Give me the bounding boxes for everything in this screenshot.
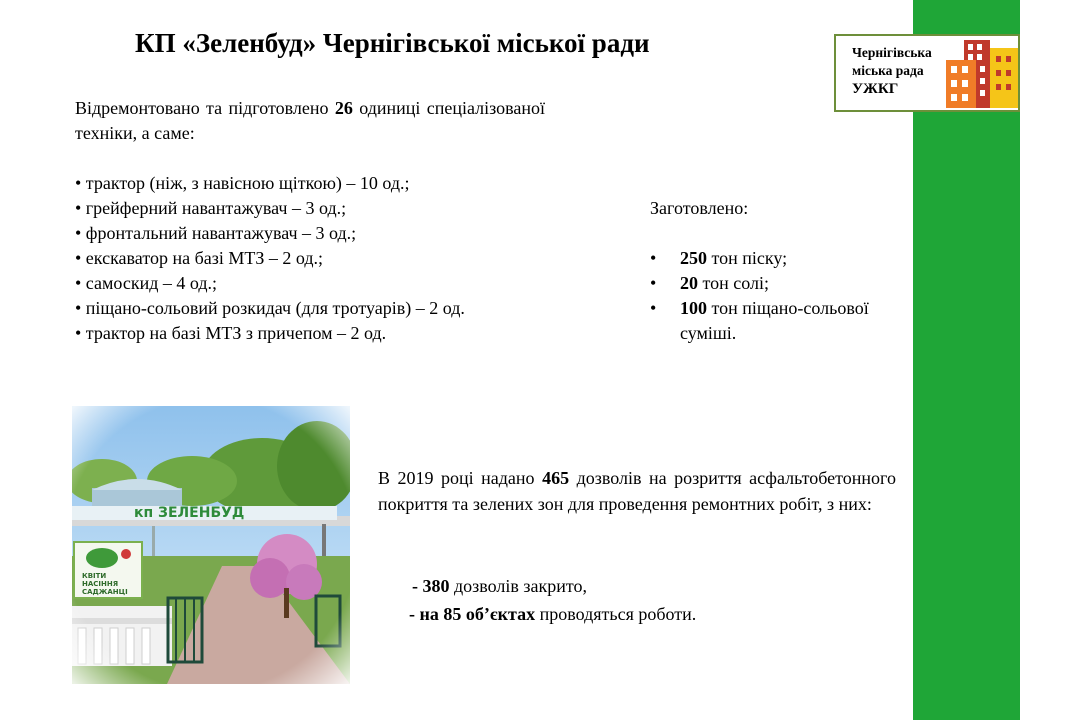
- active-works-line: [409, 604, 696, 625]
- stock-amount: 100: [680, 298, 707, 318]
- equipment-list: [75, 171, 575, 346]
- closed-permits-line: [412, 576, 587, 597]
- stock-text: тон солі;: [698, 273, 769, 293]
- sub1-dash: -: [412, 576, 423, 596]
- logo-line-2: міська рада: [852, 63, 924, 78]
- logo-line-3: УЖКГ: [852, 81, 899, 97]
- list-item: • трактор (ніж, з навісною щіткою) – 10 од.;: [75, 173, 410, 193]
- list-item: [650, 271, 910, 296]
- intro-text-pre: Відремонтовано та підготовлено: [75, 98, 335, 118]
- permits-text-pre: В 2019 році надано: [378, 468, 543, 488]
- list-item: [650, 296, 910, 346]
- sub2-prefix: - на: [409, 604, 444, 624]
- bullet: •: [650, 248, 657, 268]
- permits-text-post: дозволів на розриття асфальтобетонного покриття та зелених зон для проведення ремонтних робіт, з них:: [378, 468, 896, 514]
- stock-list: [650, 246, 910, 346]
- sub1-text: дозволів закрито,: [449, 576, 587, 596]
- logo-box: [834, 34, 1020, 112]
- list-item: • грейферний навантажувач – 3 од.;: [75, 198, 347, 218]
- sub2-text: проводяться роботи.: [535, 604, 697, 624]
- stock-heading: Заготовлено:: [650, 198, 749, 218]
- stock-amount: 250: [680, 248, 707, 268]
- logo-text: [852, 44, 932, 98]
- stock-text: тон піску;: [707, 248, 788, 268]
- list-item: • самоскид – 4 од.;: [75, 273, 218, 293]
- page-title: КП «Зеленбуд» Чернігівської міської ради: [135, 28, 650, 58]
- permits-count: 465: [542, 468, 570, 488]
- logo-line-1: Чернігівська: [852, 45, 932, 60]
- list-item: • екскаватор на базі МТЗ – 2 од.;: [75, 248, 323, 268]
- buildings-icon: [944, 38, 1020, 110]
- list-item: • піщано-сольовий розкидач (для тротуарів) – 2 од.: [75, 298, 465, 318]
- active-objects-count: 85 об’єктах: [443, 604, 536, 624]
- entrance-photo-illustration: [72, 406, 350, 684]
- list-item: • трактор на базі МТЗ з причепом – 2 од.: [75, 323, 387, 343]
- intro-paragraph: [75, 96, 545, 146]
- intro-count: 26: [334, 98, 353, 118]
- list-item: [650, 246, 910, 271]
- stock-amount: 20: [680, 273, 698, 293]
- stock-text: тон піщано-сольової суміші.: [680, 298, 869, 343]
- bullet: •: [650, 298, 657, 318]
- list-item: • фронтальний навантажувач – 3 од.;: [75, 223, 357, 243]
- intro-text-post: одиниці спеціалізованої техніки, а саме:: [75, 98, 546, 143]
- closed-permits-count: 380: [422, 576, 450, 596]
- permits-paragraph: [378, 465, 896, 517]
- entrance-photo: [72, 406, 350, 684]
- bullet: •: [650, 273, 657, 293]
